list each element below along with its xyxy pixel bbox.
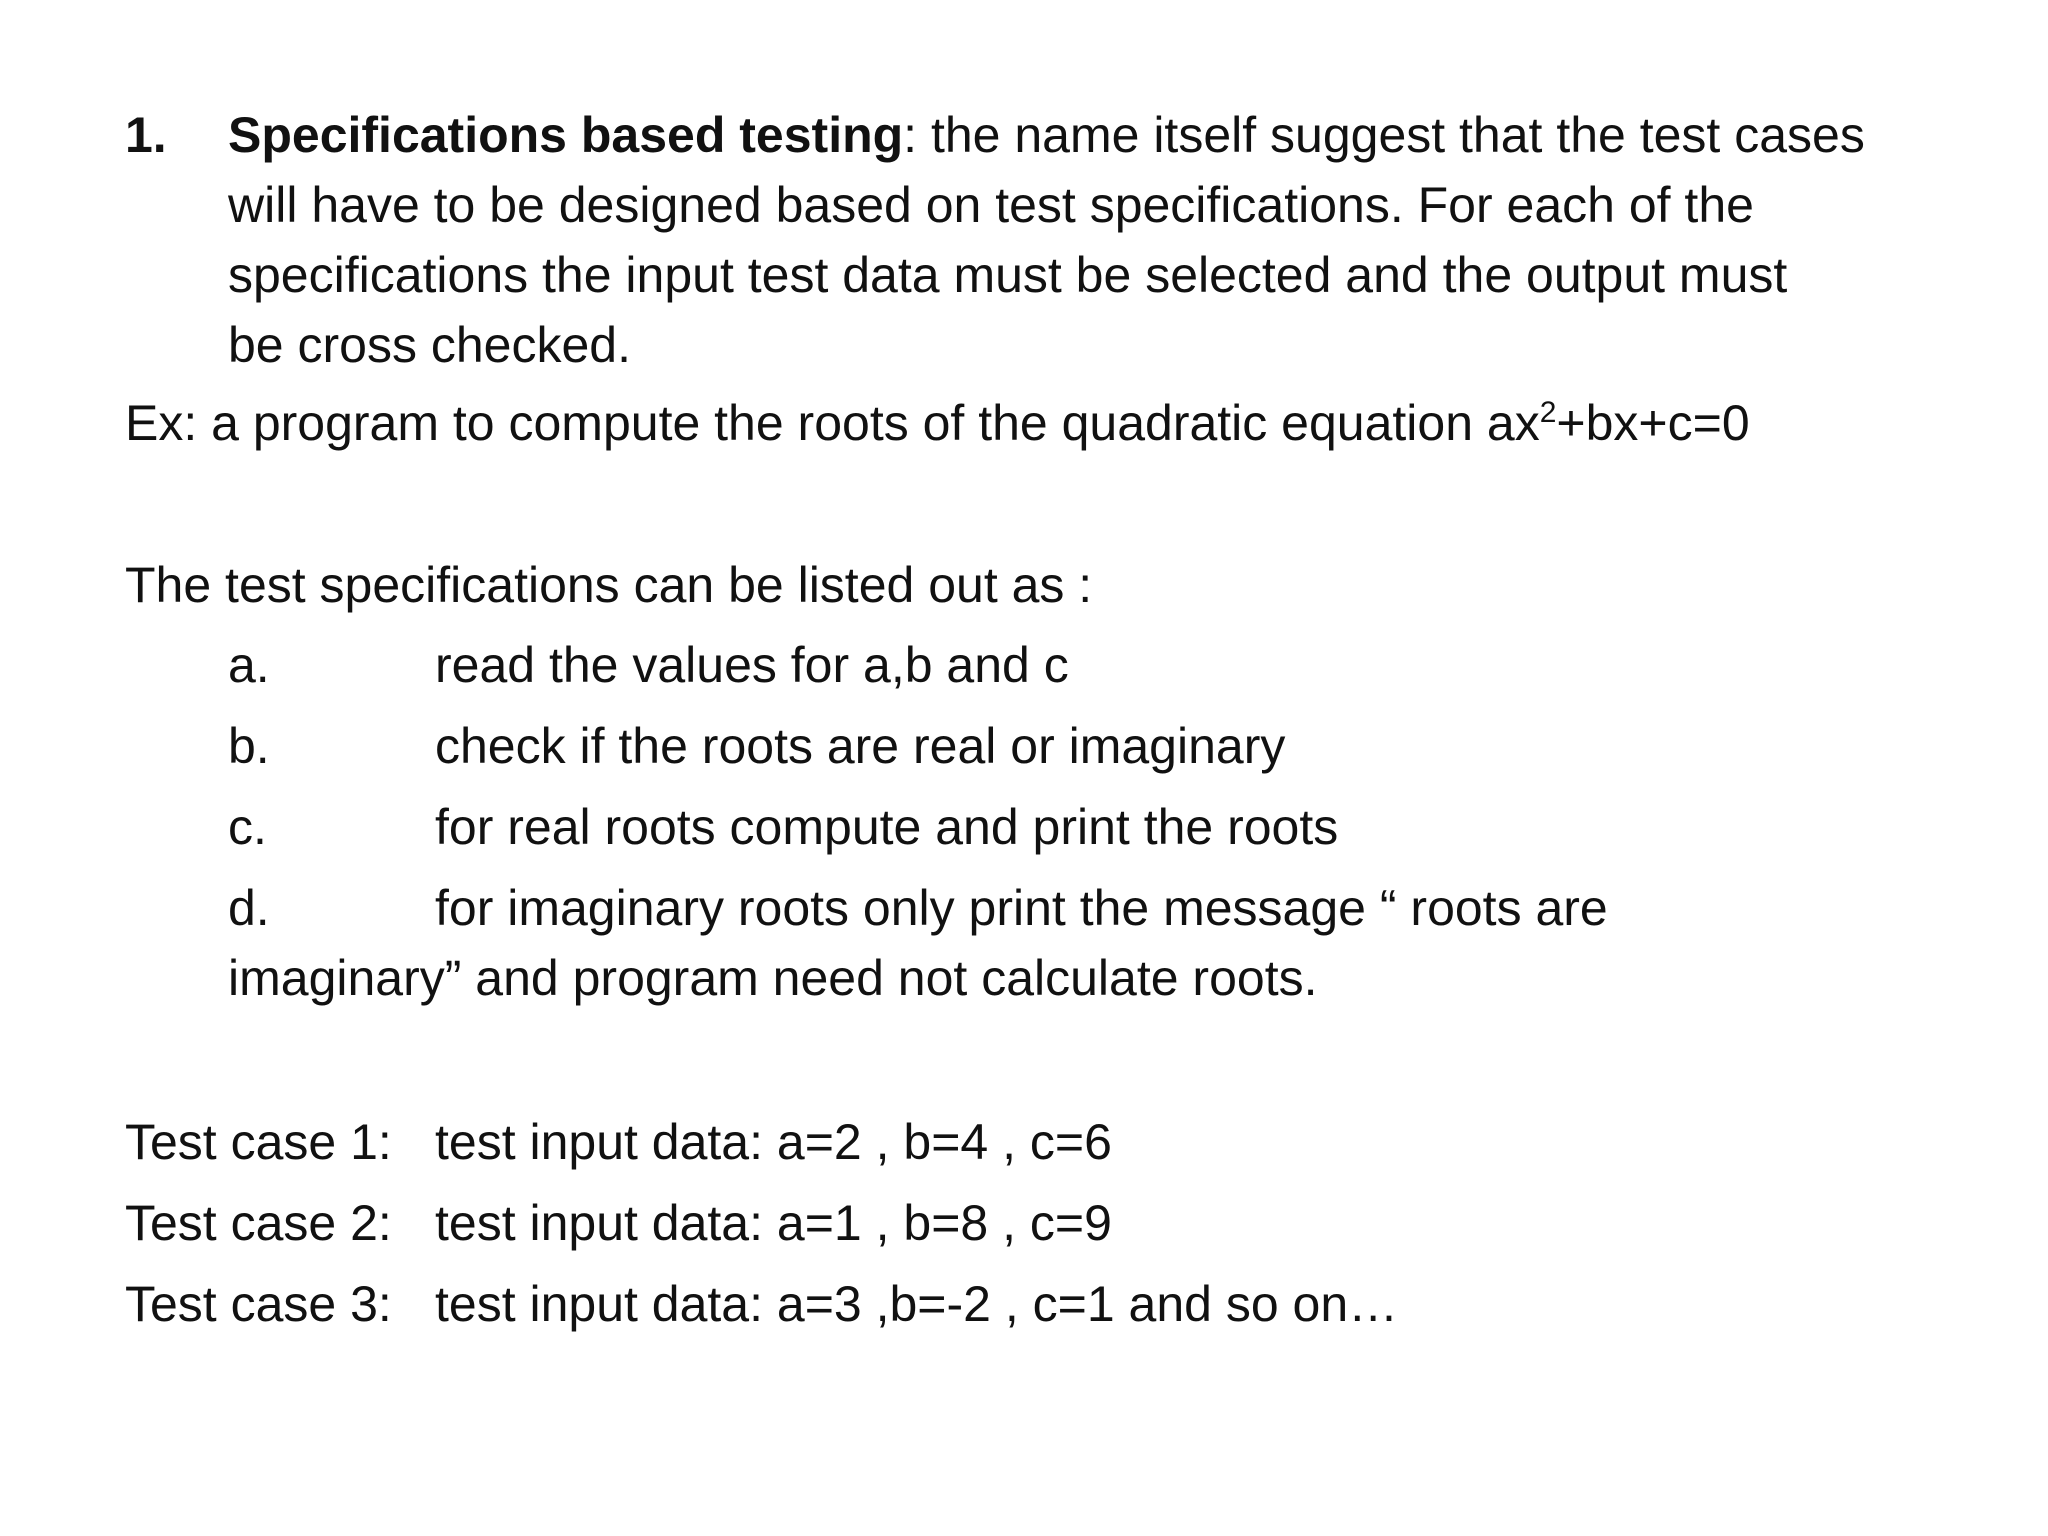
spec-letter-a: a.: [228, 637, 270, 693]
item-line-4: be cross checked.: [228, 317, 631, 373]
example-prefix: Ex: a program to compute the roots of the quadratic equation ax: [125, 395, 1540, 451]
spec-letter-b: b.: [228, 718, 270, 774]
example-suffix: +bx+c=0: [1556, 395, 1750, 451]
test-case-label-3: Test case 3:: [125, 1276, 392, 1332]
spec-text-d-continuation: imaginary” and program need not calculate roots.: [228, 950, 1318, 1006]
item-title: Specifications based testing: [228, 107, 904, 163]
spec-letter-d: d.: [228, 880, 270, 936]
spec-text-c: for real roots compute and print the roots: [435, 799, 1339, 855]
test-case-text-1: test input data: a=2 , b=4 , c=6: [435, 1114, 1112, 1170]
test-case-label-2: Test case 2:: [125, 1195, 392, 1251]
spec-letter-c: c.: [228, 799, 267, 855]
list-number: 1.: [125, 107, 167, 163]
item-line-2: will have to be designed based on test specifications. For each of the: [228, 177, 1754, 233]
spec-text-a: read the values for a,b and c: [435, 637, 1069, 693]
test-case-text-3: test input data: a=3 ,b=-2 , c=1 and so on…: [435, 1276, 1399, 1332]
example-line: [125, 388, 1750, 458]
item-line-1: [228, 100, 1948, 170]
spec-text-b: check if the roots are real or imaginary: [435, 718, 1286, 774]
example-superscript: 2: [1539, 396, 1557, 429]
specs-intro: The test specifications can be listed out as :: [125, 557, 1093, 613]
item-title-rest: : the name itself suggest that the test cases: [903, 107, 1865, 163]
item-line-3: specifications the input test data must be selected and the output must: [228, 247, 1788, 303]
test-case-label-1: Test case 1:: [125, 1114, 392, 1170]
spec-text-d: for imaginary roots only print the message “ roots are: [435, 880, 1608, 936]
test-case-text-2: test input data: a=1 , b=8 , c=9: [435, 1195, 1112, 1251]
item-specifications-testing: [228, 100, 1948, 380]
